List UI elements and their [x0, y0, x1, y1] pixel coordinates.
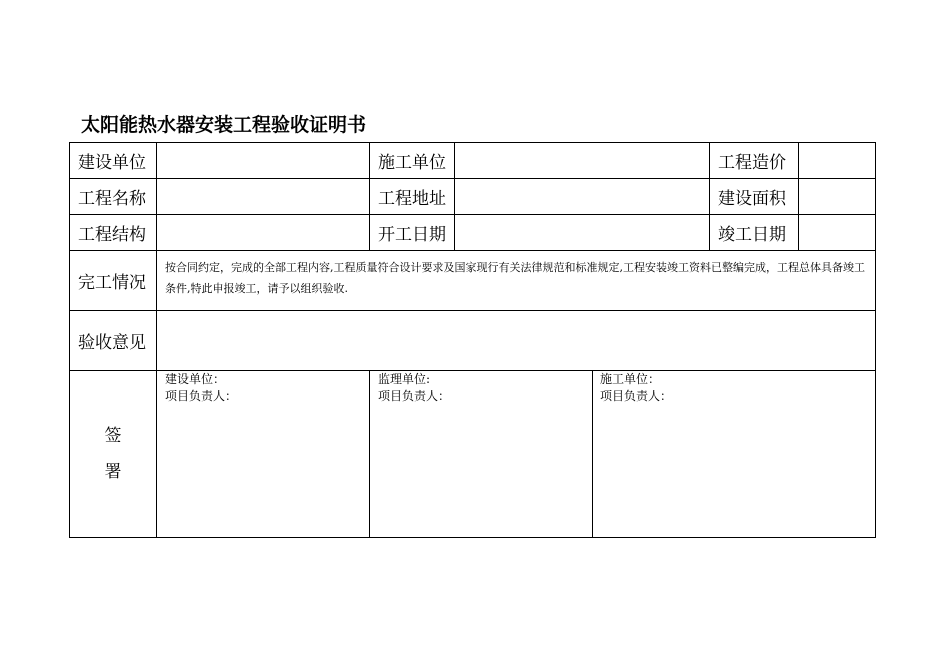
- field-acceptance-opinion[interactable]: [157, 311, 876, 371]
- signature-supervisor-person-label: 项目负责人：: [378, 389, 451, 403]
- field-project-structure[interactable]: [157, 215, 370, 251]
- field-construction-unit[interactable]: [157, 143, 370, 179]
- label-building-area: 建设面积: [710, 179, 799, 215]
- form-row-2: [70, 179, 876, 215]
- label-construction-unit: 建设单位: [70, 143, 157, 179]
- signature-char-1: 签: [104, 426, 122, 446]
- label-completion-date: 竣工日期: [710, 215, 799, 251]
- signature-row: [70, 371, 876, 538]
- field-project-name[interactable]: [157, 179, 370, 215]
- signature-char-2: 署: [104, 462, 122, 482]
- label-acceptance-opinion: 验收意见: [70, 311, 157, 371]
- form-row-3: [70, 215, 876, 251]
- signature-block-contractor[interactable]: [593, 371, 876, 538]
- signature-contractor-unit-label: 施工单位：: [600, 372, 661, 386]
- label-project-name: 工程名称: [70, 179, 157, 215]
- signature-block-supervisor[interactable]: [370, 371, 593, 538]
- signature-owner-person-label: 项目负责人：: [165, 389, 238, 403]
- document-title: 太阳能热水器安装工程验收证明书: [81, 114, 367, 136]
- signature-block-owner[interactable]: [157, 371, 370, 538]
- acceptance-row: [70, 311, 876, 371]
- field-building-area[interactable]: [799, 179, 876, 215]
- field-project-cost[interactable]: [799, 143, 876, 179]
- label-project-address: 工程地址: [370, 179, 455, 215]
- field-completion-date[interactable]: [799, 215, 876, 251]
- field-start-date[interactable]: [455, 215, 710, 251]
- field-contractor-unit[interactable]: [455, 143, 710, 179]
- label-start-date: 开工日期: [370, 215, 455, 251]
- completion-status-text: 按合同约定，完成的全部工程内容,工程质量符合设计要求及国家现行有关法律规范和标准规定,工程安装竣工资料已整编完成，工程总体具备竣工条件,特此申报竣工，请予以组织验收.: [157, 251, 876, 311]
- label-completion-status: 完工情况: [70, 251, 157, 311]
- acceptance-form-table: [69, 142, 876, 538]
- signature-owner-unit-label: 建设单位：: [165, 372, 226, 386]
- signature-supervisor-unit-label: 监理单位:: [378, 372, 431, 386]
- form-row-1: [70, 143, 876, 179]
- label-signature: [70, 371, 157, 538]
- field-project-address[interactable]: [455, 179, 710, 215]
- label-project-structure: 工程结构: [70, 215, 157, 251]
- label-project-cost: 工程造价: [710, 143, 799, 179]
- completion-row: [70, 251, 876, 311]
- label-contractor-unit: 施工单位: [370, 143, 455, 179]
- signature-contractor-person-label: 项目负责人：: [600, 389, 673, 403]
